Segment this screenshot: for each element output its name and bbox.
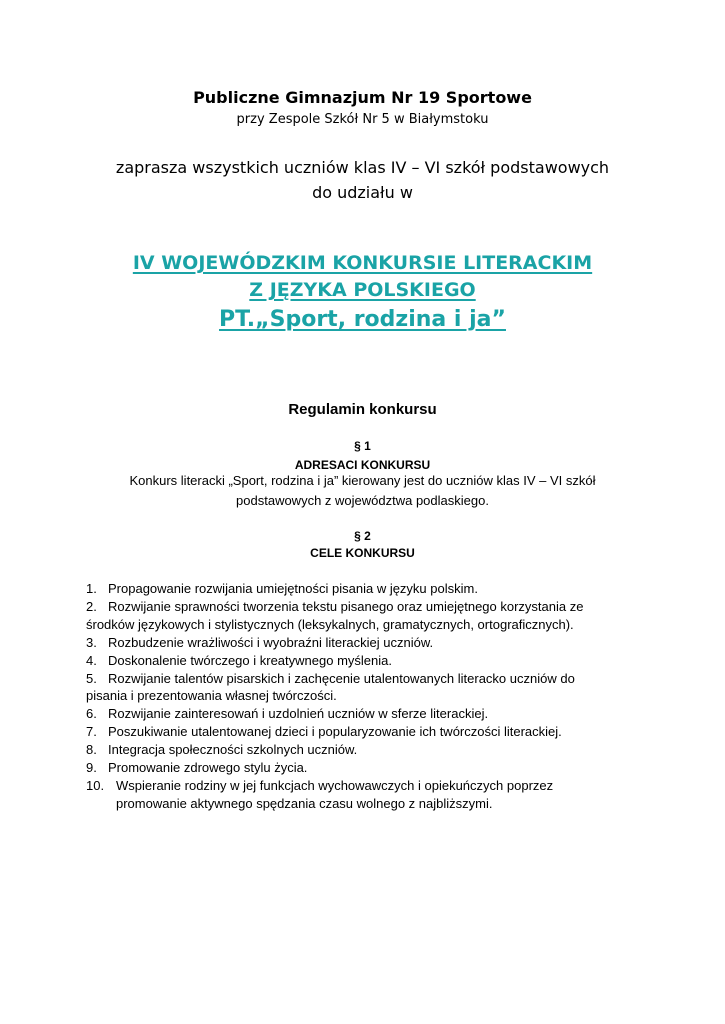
section-2-symbol: § 2 [354, 529, 371, 543]
goal-text-continuation: środków językowych i stylistycznych (leksykalnych, gramatycznych, ortograficznych). [86, 616, 574, 632]
section-1-symbol: § 1 [354, 439, 371, 453]
goal-number: 6. [86, 706, 97, 722]
goal-text: Wspieranie rodziny w jej funkcjach wychowawczych i opiekuńczych poprzez [116, 777, 554, 793]
goal-text: Propagowanie rozwijania umiejętności pisania w języku polskim. [108, 581, 478, 596]
goal-number: 1. [86, 581, 97, 596]
goal-text: Integracja społeczności szkolnych uczniów. [108, 742, 358, 758]
goal-text: Rozbudzenie wrażliwości i wyobraźni literackiej uczniów. [108, 634, 434, 650]
school-name: Publiczne Gimnazjum Nr 19 Sportowe [193, 88, 532, 107]
goal-text: Promowanie zdrowego stylu życia. [108, 760, 308, 776]
goal-item [86, 634, 646, 652]
goal-text: Rozwijanie talentów pisarskich i zachęcenie utalentowanych literacko uczniów do [108, 670, 575, 686]
goal-number: 4. [86, 652, 97, 668]
goal-line [86, 580, 646, 598]
goal-number: 9. [86, 760, 97, 776]
goal-text-continuation: promowanie aktywnego spędzania czasu wolnego z najbliższymi. [116, 795, 493, 811]
section-1-text-line-2: podstawowych z województwa podlaskiego. [236, 493, 489, 508]
goal-text: Rozwijanie zainteresowań i uzdolnień uczniów w sferze literackiej. [108, 706, 489, 722]
goal-number: 7. [86, 724, 97, 740]
goal-line [86, 634, 646, 652]
goal-line [86, 652, 646, 670]
goal-item [86, 598, 646, 634]
goal-text-continuation: pisania i prezentowania własnej twórczości. [86, 688, 337, 704]
goal-line [86, 741, 646, 759]
contest-title-line-1: IV WOJEWÓDZKIM KONKURSIE LITERACKIM [132, 252, 593, 274]
goal-number: 5. [86, 670, 97, 686]
goal-number: 8. [86, 742, 97, 758]
goal-item [86, 723, 646, 741]
regulations-title: Regulamin konkursu [288, 401, 437, 418]
school-subtitle: przy Zespole Szkół Nr 5 w Białymstoku [236, 112, 489, 127]
goal-number: 3. [86, 634, 97, 650]
goal-item [86, 670, 646, 706]
goal-line [86, 670, 646, 688]
goal-item [86, 759, 646, 777]
goal-text: Rozwijanie sprawności tworzenia tekstu pisanego oraz umiejętnego korzystania ze [108, 598, 584, 614]
goal-text: Doskonalenie twórczego i kreatywnego myślenia. [108, 652, 392, 668]
section-1-heading: ADRESACI KONKURSU [294, 458, 431, 472]
goal-line [86, 777, 646, 795]
goal-line [86, 598, 646, 616]
goal-item [86, 741, 646, 759]
goal-item [86, 777, 646, 813]
contest-title-line-2: Z JĘZYKA POLSKIEGO [249, 279, 476, 301]
section-2-heading: CELE KONKURSU [310, 546, 415, 560]
contest-title-line-3: PT.„Sport, rodzina i ja” [219, 307, 506, 332]
goal-number: 10. [86, 777, 105, 793]
goal-line [86, 723, 646, 741]
invitation-line-1: zaprasza wszystkich uczniów klas IV – VI szkół podstawowych [115, 158, 610, 177]
goal-item [86, 705, 646, 723]
section-1-text-line-1: Konkurs literacki „Sport, rodzina i ja” kierowany jest do uczniów klas IV – VI szkół [129, 473, 596, 488]
goal-text: Poszukiwanie utalentowanej dzieci i popularyzowanie ich twórczości literackiej. [108, 724, 562, 740]
goal-item [86, 580, 646, 598]
goal-number: 2. [86, 598, 97, 614]
goal-line [86, 705, 646, 723]
goals-list [86, 580, 646, 813]
goal-item [86, 652, 646, 670]
goal-line [86, 759, 646, 777]
invitation-line-2: do udziału w [312, 183, 413, 202]
